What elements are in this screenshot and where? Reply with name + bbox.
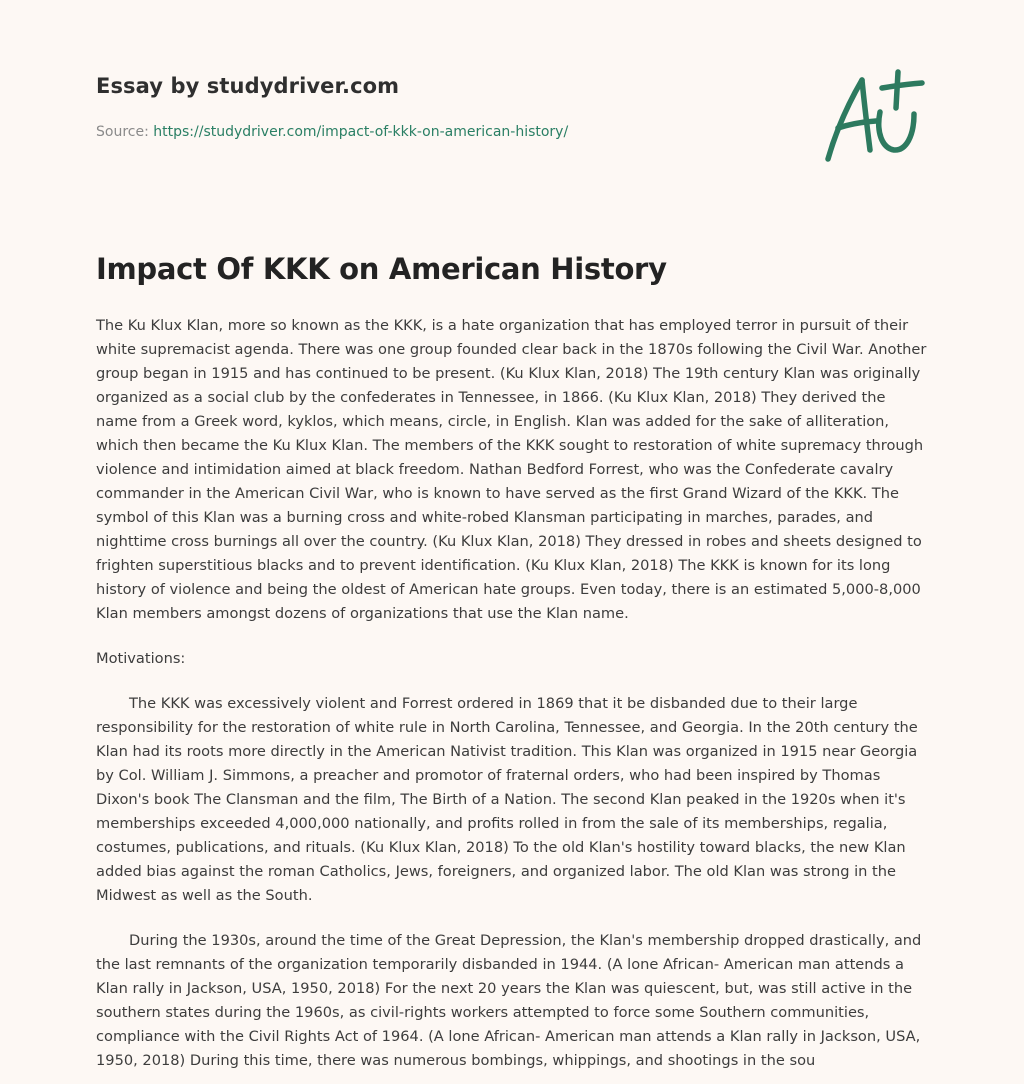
source-label: Source: [96, 124, 149, 140]
source-line [96, 124, 568, 140]
brand-title: Essay by studydriver.com [96, 74, 400, 98]
source-link[interactable]: https://studydriver.com/impact-of-kkk-on-american-history/ [153, 124, 569, 140]
essay-paragraph: During the 1930s, around the time of the Great Depression, the Klan's membership dropped drastically, and the last remnants of the organization temporarily disbanded in 1944. (A lone African- American man attends a Klan rally in Jackson, USA, 1950, 2018) For the next 20 years the Klan was quiescent, but, was still active in the southern states during the 1960s, as civil-rights workers attempted to force some Southern communities, compliance with the Civil Rights Act of 1964. (A lone African- American man attends a Klan rally in Jackson, USA, 1950, 2018) During this time, there was numerous bombings, whippings, and shootings in the sou [96, 932, 922, 1069]
essay-paragraph: The Ku Klux Klan, more so known as the KKK, is a hate organization that has employed terror in pursuit of their white supremacist agenda. There was one group founded clear back in the 1870s following the Civil War. Another group began in 1915 and has continued to be present. (Ku Klux Klan, 2018) The 19th century Klan was originally organized as a social club by the confederates in Tennessee, in 1866. (Ku Klux Klan, 2018) They derived the name from a Greek word, kyklos, which means, circle, in English. Klan was added for the sake of alliteration, which then became the Ku Klux Klan. The members of the KKK sought to restoration of white supremacy through violence and intimidation aimed at black freedom. Nathan Bedford Forrest, who was the Confederate cavalry commander in the American Civil War, who is known to have served as the first Grand Wizard of the KKK. The symbol of this Klan was a burning cross and white-robed Klansman participating in marches, parades, and nighttime cross burnings all over the country. (Ku Klux Klan, 2018) They dressed in robes and sheets designed to frighten superstitious blacks and to prevent identification. (Ku Klux Klan, 2018) The KKK is known for its long history of violence and being the oldest of American hate groups. Even today, there is an estimated 5,000-8,000 Klan members amongst dozens of organizations that use the Klan name. [96, 317, 927, 622]
section-heading: Motivations: [96, 650, 186, 667]
essay-title: Impact Of KKK on American History [96, 252, 667, 286]
essay-body [96, 314, 928, 1084]
a-plus-logo-icon [818, 66, 928, 166]
essay-paragraph: The KKK was excessively violent and Forrest ordered in 1869 that it be disbanded due to their large responsibility for the restoration of white rule in North Carolina, Tennessee, and Georgia. In the 20th century the Klan had its roots more directly in the American Nativist tradition. This Klan was organized in 1915 near Georgia by Col. William J. Simmons, a preacher and promotor of fraternal orders, who had been inspired by Thomas Dixon's book The Clansman and the film, The Birth of a Nation. The second Klan peaked in the 1920s when it's memberships exceeded 4,000,000 nationally, and profits rolled in from the sale of its memberships, regalia, costumes, publications, and rituals. (Ku Klux Klan, 2018) To the old Klan's hostility toward blacks, the new Klan added bias against the roman Catholics, Jews, foreigners, and organized labor. The old Klan was strong in the Midwest as well as the South. [96, 695, 918, 904]
